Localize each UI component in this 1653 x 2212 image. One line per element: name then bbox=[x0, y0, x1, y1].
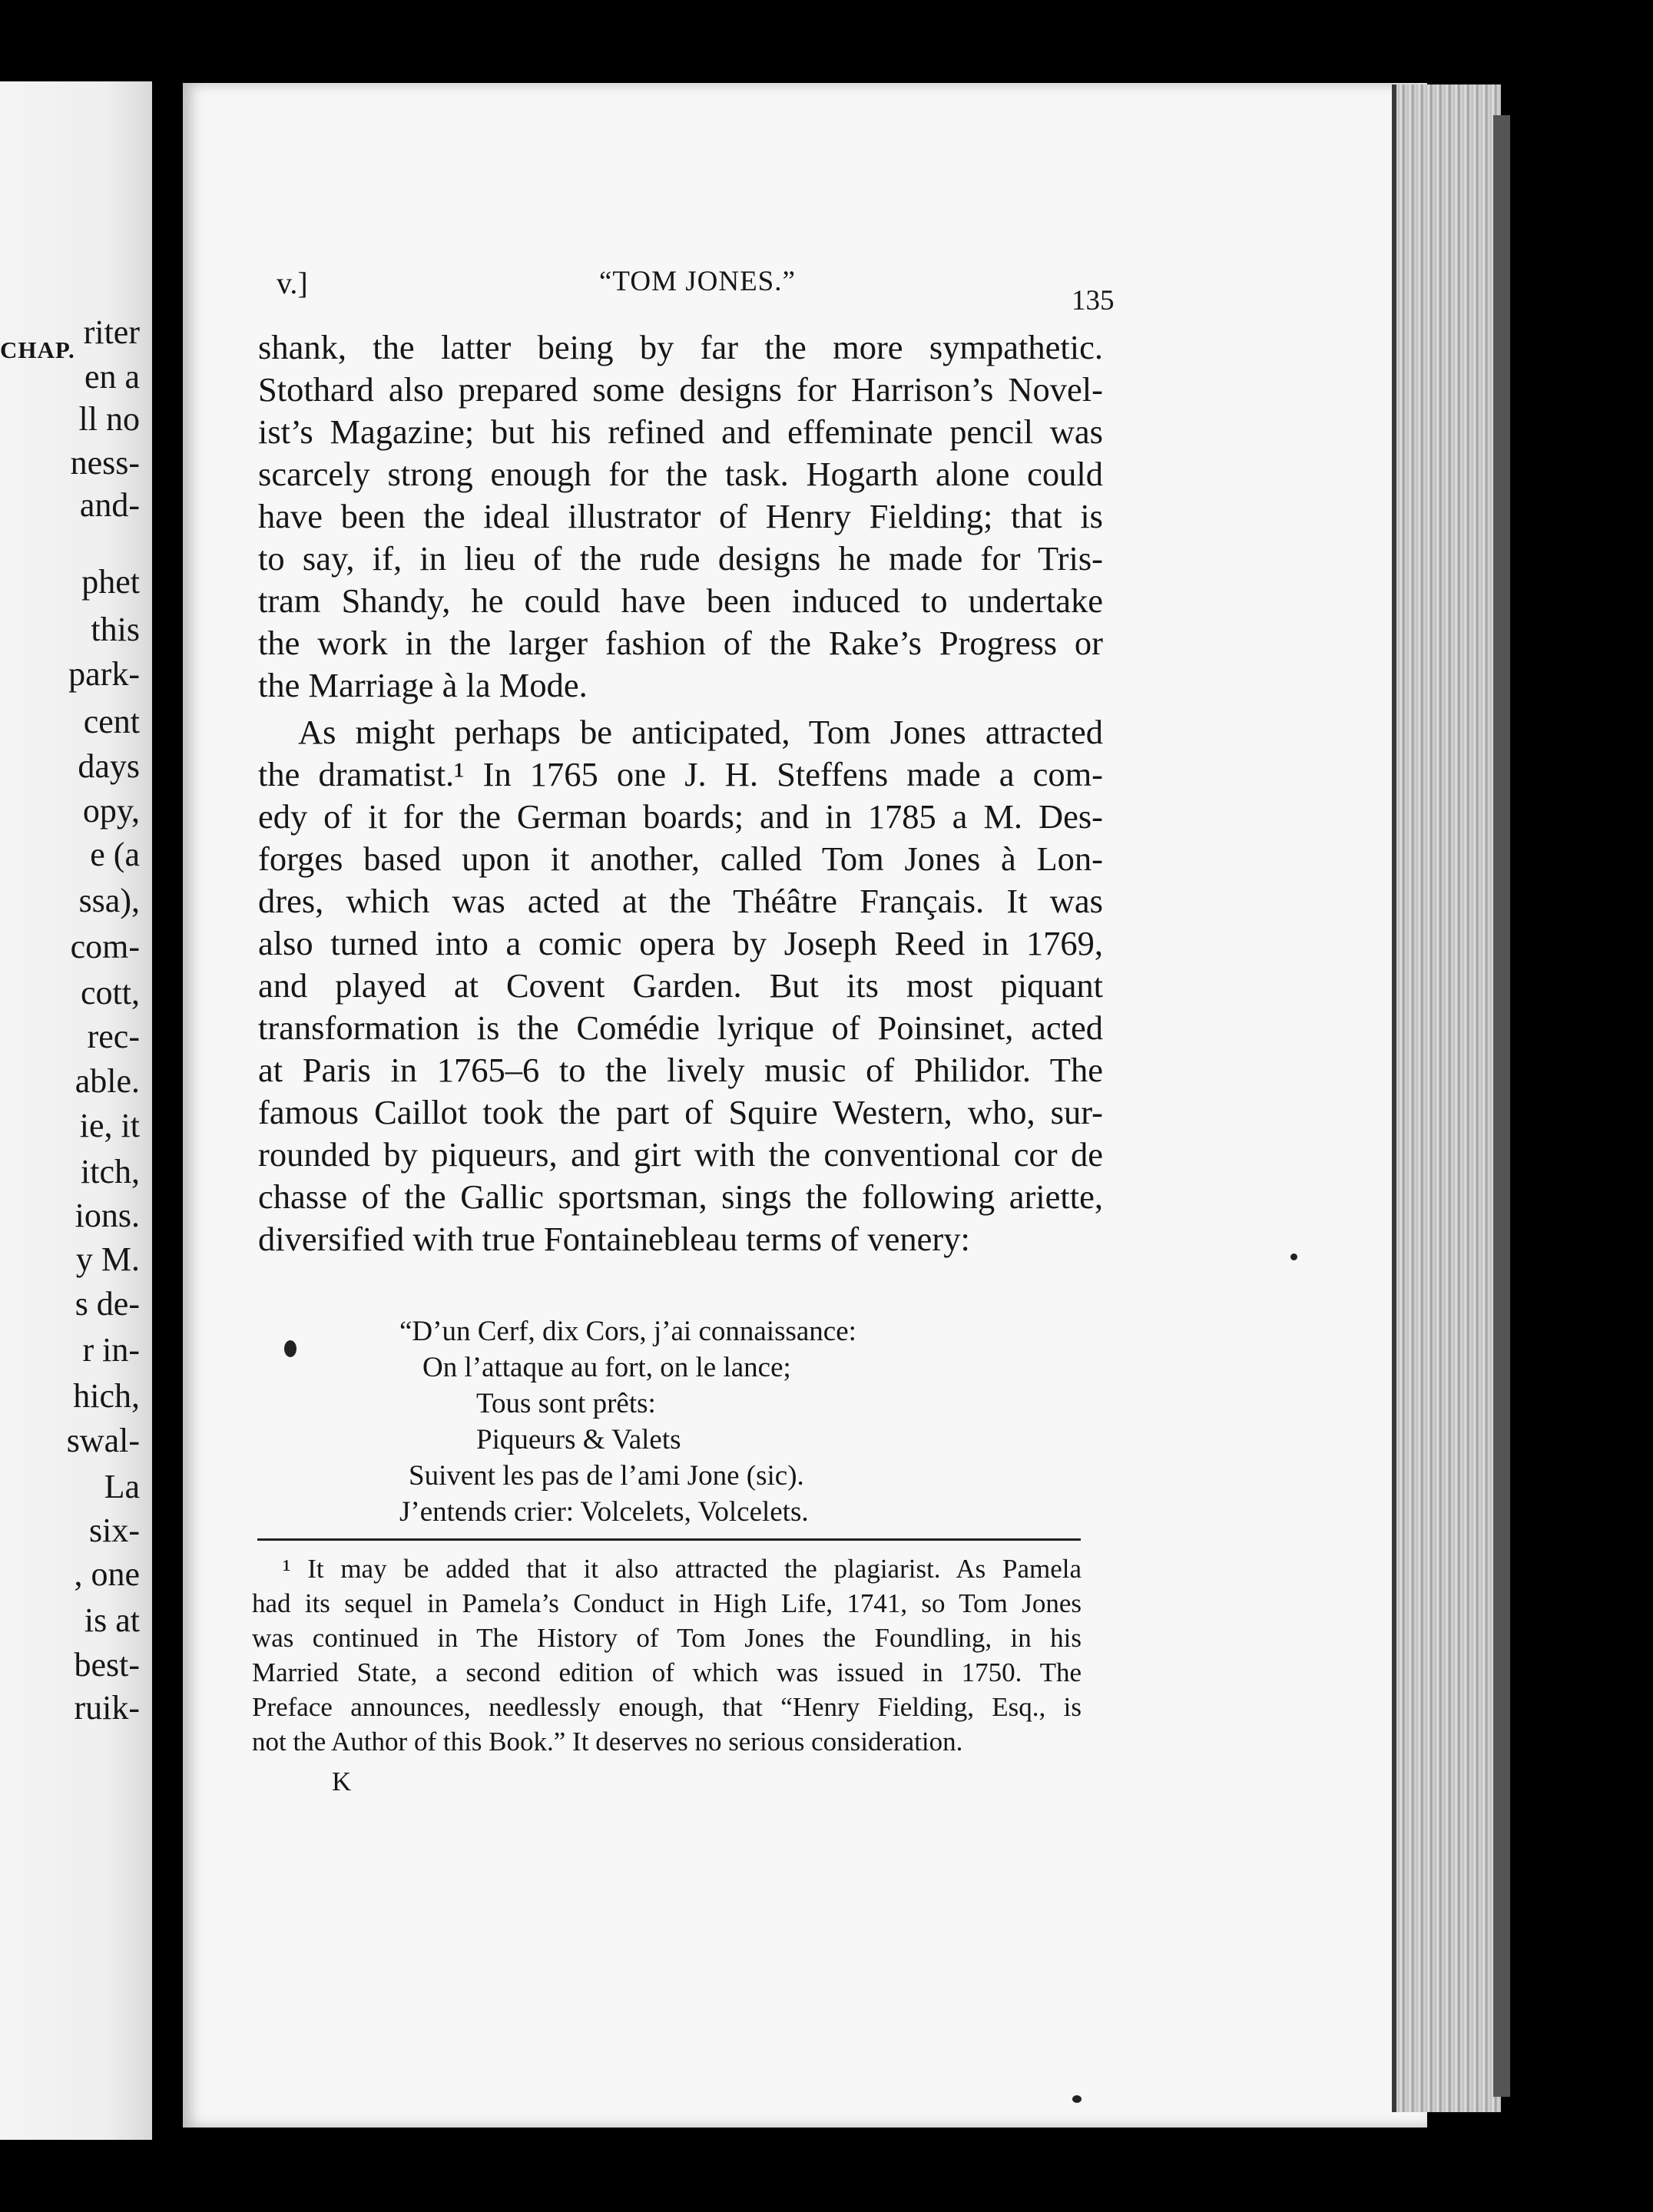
body-line: Stothard also prepared some designs for Harrison’s Novel- bbox=[258, 370, 1103, 409]
left-page-line-fragment: en a bbox=[84, 358, 140, 396]
ink-speck bbox=[1290, 1253, 1297, 1260]
left-page-line-fragment: ll no bbox=[78, 400, 140, 438]
body-line: edy of it for the German boards; and in 1785 a M. Des- bbox=[258, 797, 1103, 836]
left-page-line-fragment: this bbox=[91, 611, 140, 648]
left-page-line-fragment: six- bbox=[89, 1512, 140, 1549]
left-page-line-fragment: ssa), bbox=[78, 882, 140, 919]
footnote-line: was continued in The History of Tom Jones the Foundling, in his bbox=[252, 1623, 1082, 1653]
left-page-line-fragment: e (a bbox=[90, 836, 140, 873]
left-page-line-fragment: cott, bbox=[81, 974, 140, 1012]
footnote-line: had its sequel in Pamela’s Conduct in High Life, 1741, so Tom Jones bbox=[252, 1588, 1082, 1618]
verse-line: Tous sont prêts: bbox=[476, 1388, 656, 1419]
running-head-title: “TOM JONES.” bbox=[599, 266, 796, 297]
body-line: dres, which was acted at the Théâtre Français. It was bbox=[258, 882, 1103, 920]
left-page-line-fragment: y M. bbox=[75, 1240, 140, 1278]
body-line: forges based upon it another, called Tom Jones à Lon- bbox=[258, 839, 1103, 878]
left-page-line-fragment: opy, bbox=[82, 792, 140, 830]
verse-line: J’entends crier: Volcelets, Volcelets. bbox=[399, 1496, 809, 1528]
body-text bbox=[258, 326, 1103, 1260]
footnote-line: ¹ It may be added that it also attracted the plagiarist. As Pamela bbox=[283, 1554, 1082, 1584]
body-line: rounded by piqueurs, and girt with the conventional cor de bbox=[258, 1135, 1103, 1174]
running-head-chap: CHAP. bbox=[0, 336, 75, 363]
left-page-line-fragment: rec- bbox=[87, 1018, 140, 1055]
left-page-line-fragment: , one bbox=[74, 1555, 140, 1593]
body-line: also turned into a comic opera by Joseph Reed in 1769, bbox=[258, 924, 1103, 962]
page-number: 135 bbox=[1072, 285, 1115, 316]
left-page-line-fragment: ness- bbox=[70, 444, 140, 482]
body-line: the work in the larger fashion of the Rake’s Progress or bbox=[258, 624, 1103, 662]
body-line: at Paris in 1765–6 to the lively music of Philidor. The bbox=[258, 1051, 1103, 1089]
left-page-line-fragment: phet bbox=[81, 563, 140, 601]
body-line: tram Shandy, he could have been induced to undertake bbox=[258, 581, 1103, 620]
body-line: As might perhaps be anticipated, Tom Jones attracted bbox=[298, 713, 1103, 751]
ink-speck bbox=[284, 1340, 296, 1357]
body-line: ist’s Magazine; but his refined and effeminate pencil was bbox=[258, 412, 1103, 451]
left-page-line-fragment: ie, it bbox=[79, 1107, 140, 1144]
footnote-line: Preface announces, needlessly enough, that “Henry Fielding, Esq., is bbox=[252, 1692, 1082, 1722]
left-page-line-fragment: hich, bbox=[73, 1377, 140, 1415]
left-page-line-fragment: able. bbox=[75, 1062, 140, 1100]
previous-page-fragment bbox=[0, 81, 152, 2140]
left-page-line-fragment: park- bbox=[68, 655, 140, 693]
body-line: have been the ideal illustrator of Henry Fielding; that is bbox=[258, 497, 1103, 535]
left-page-line-fragment: and- bbox=[79, 486, 140, 524]
verse-line: Suivent les pas de l’ami Jone (sic). bbox=[409, 1460, 804, 1492]
running-head-chapter: v.] bbox=[277, 266, 308, 300]
left-page-line-fragment: com- bbox=[70, 928, 140, 965]
left-page-line-fragment: r in- bbox=[82, 1331, 140, 1369]
ink-speck bbox=[1072, 2095, 1082, 2103]
left-page-line-fragment: ruik- bbox=[74, 1689, 140, 1727]
body-line: diversified with true Fontainebleau terms of venery: bbox=[258, 1220, 970, 1258]
left-page-line-fragment: cent bbox=[83, 703, 140, 740]
verse-line: “D’un Cerf, dix Cors, j’ai connaissance: bbox=[399, 1316, 856, 1347]
left-page-line-fragment: La bbox=[104, 1468, 140, 1505]
left-page-line-fragment: itch, bbox=[81, 1153, 140, 1190]
body-line: and played at Covent Garden. But its most piquant bbox=[258, 966, 1103, 1005]
left-page-line-fragment: ions. bbox=[75, 1197, 140, 1234]
gutter bbox=[152, 77, 183, 2151]
footnote-line: not the Author of this Book.” It deserves no serious consideration. bbox=[252, 1727, 963, 1757]
verse-line: On l’attaque au fort, on le lance; bbox=[422, 1352, 791, 1383]
body-line: transformation is the Comédie lyrique of Poinsinet, acted bbox=[258, 1008, 1103, 1047]
body-line: scarcely strong enough for the task. Hogarth alone could bbox=[258, 455, 1103, 493]
footnote-rule bbox=[257, 1538, 1081, 1541]
footnote-line: Married State, a second edition of which was issued in 1750. The bbox=[252, 1657, 1082, 1687]
verse-line: Piqueurs & Valets bbox=[476, 1424, 681, 1455]
left-page-line-fragment: s de- bbox=[75, 1285, 140, 1323]
verse-quotation bbox=[399, 1313, 937, 1530]
left-page-line-fragment: riter bbox=[83, 313, 140, 351]
page-fore-edge bbox=[1392, 84, 1501, 2112]
body-line: famous Caillot took the part of Squire Western, who, sur- bbox=[258, 1093, 1103, 1131]
left-page-line-fragment: is at bbox=[84, 1601, 140, 1639]
book-edge-shadow bbox=[1493, 115, 1510, 2097]
body-line: chasse of the Gallic sportsman, sings the following ariette, bbox=[258, 1177, 1103, 1216]
body-line: to say, if, in lieu of the rude designs he made for Tris- bbox=[258, 539, 1103, 578]
body-line: the Marriage à la Mode. bbox=[258, 666, 588, 704]
left-page-line-fragment: best- bbox=[74, 1646, 140, 1684]
left-page-line-fragment: days bbox=[78, 747, 140, 785]
footnote bbox=[252, 1551, 1082, 1759]
body-line: the dramatist.¹ In 1765 one J. H. Steffens made a com- bbox=[258, 755, 1103, 793]
signature-mark: K bbox=[332, 1767, 352, 1796]
left-page-line-fragment: swal- bbox=[66, 1422, 140, 1459]
body-line: shank, the latter being by far the more sympathetic. bbox=[258, 328, 1103, 366]
